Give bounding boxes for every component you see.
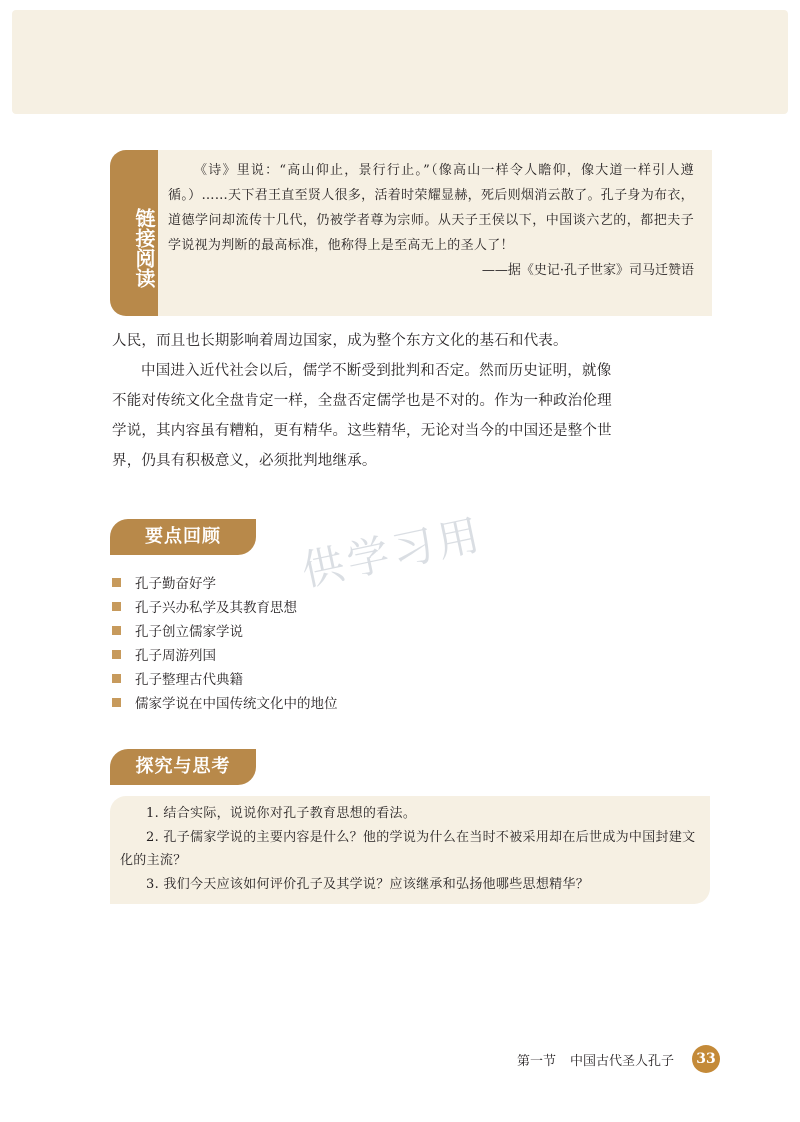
body-paragraph-1: 人民，而且也长期影响着周边国家，成为整个东方文化的基石和代表。 [112, 333, 568, 349]
watermark: 供学习用 [297, 509, 488, 596]
link-reading-paragraph: 《诗》里说：“高山仰止，景行行止。”（像高山一样令人瞻仰，像大道一样引人遵循。）……天下君王直至贤人很多，活着时荣耀显赫，死后则烟消云散了。孔子身为布衣，道德学问却流传十几代，仍被学者尊为宗师。从天子王侯以下，中国谈六艺的，都把夫子学说视为判断的最高标准，他称得上是至高无上的圣人了！ [168, 163, 694, 253]
review-section-header: 要点回顾 [110, 519, 256, 555]
list-item: 孔子整理古代典籍 [112, 666, 512, 690]
bullet-square-icon [112, 650, 121, 659]
header-band [12, 10, 788, 114]
list-item: 孔子勤奋好学 [112, 570, 512, 594]
question-1: 1. 结合实际，说说你对孔子教育思想的看法。 [146, 806, 417, 821]
bullet-square-icon [112, 698, 121, 707]
page-footer [500, 1046, 720, 1072]
list-item: 孔子兴办私学及其教育思想 [112, 594, 512, 618]
bullet-square-icon [112, 578, 121, 587]
footer-title: 中国古代圣人孔子 [569, 1053, 674, 1069]
review-list [112, 570, 512, 714]
list-item: 孔子周游列国 [112, 642, 512, 666]
list-item: 儒家学说在中国传统文化中的地位 [112, 690, 512, 714]
body-paragraph-2: 中国进入近代社会以后，儒学不断受到批判和否定。然而历史证明，就像不能对传统文化全盘肯定一样，全盘否定儒学也是不对的。作为一种政治伦理学说，其内容虽有糟粕，更有精华。这些精华，无论对当今的中国还是整个世界，仍具有积极意义，必须批判地继承。 [112, 363, 612, 469]
explore-section-header: 探究与思考 [110, 749, 256, 785]
list-item: 孔子创立儒家学说 [112, 618, 512, 642]
bullet-square-icon [112, 626, 121, 635]
bullet-square-icon [112, 602, 121, 611]
bullet-square-icon [112, 674, 121, 683]
main-body-text [112, 326, 620, 476]
link-reading-source: ——据《史记·孔子世家》司马迁赞语 [481, 263, 694, 278]
page-number-badge: 33 [692, 1045, 720, 1073]
question-2: 2. 孔子儒家学说的主要内容是什么？他的学说为什么在当时不被采用却在后世成为中国封建文化的主流？ [120, 829, 696, 868]
question-3: 3. 我们今天应该如何评价孔子及其学说？应该继承和弘扬他哪些思想精华？ [146, 876, 590, 892]
question-box [110, 796, 710, 904]
footer-section: 第一节 [516, 1053, 556, 1069]
link-reading-tab-label: 链接阅读 [132, 208, 156, 288]
link-reading-tab [110, 150, 158, 316]
link-reading-box [158, 150, 712, 316]
